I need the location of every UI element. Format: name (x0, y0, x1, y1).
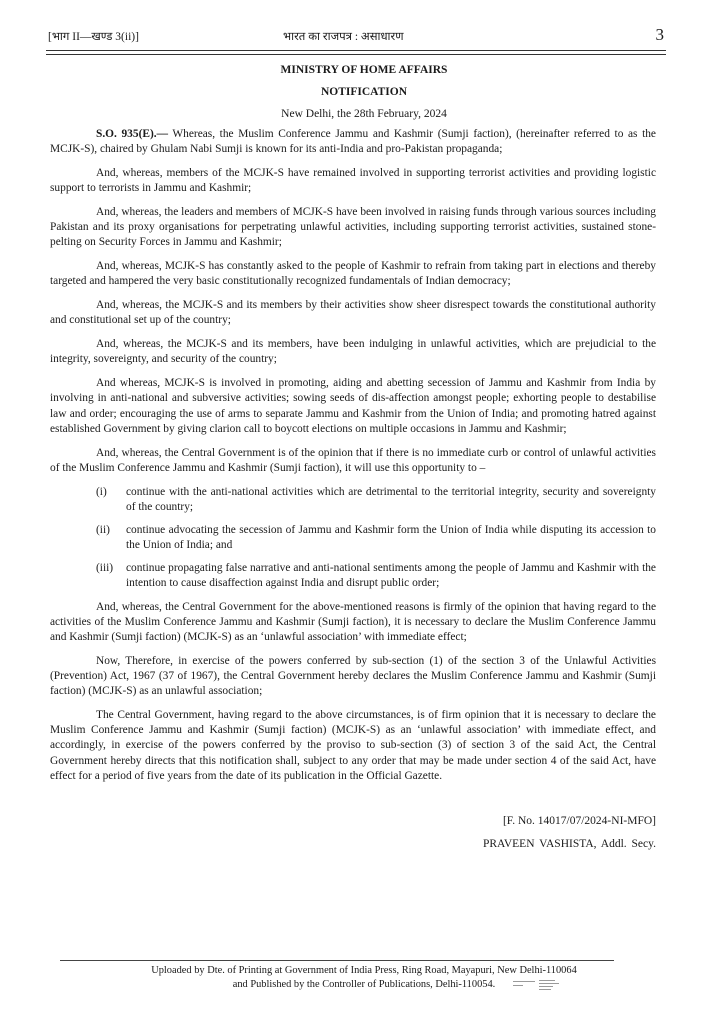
clause-item (50, 485, 656, 515)
clause-number: (ii) (96, 523, 110, 536)
clause-item (50, 523, 656, 553)
clause-text: continue propagating false narrative and anti-national sentiments among the people of Jammu and Kashmir with the intention to cause disaffection against India and disrupt public order; (126, 561, 656, 589)
dateline: New Delhi, the 28th February, 2024 (281, 108, 447, 120)
clause-number: (iii) (96, 561, 114, 574)
so-number: S.O. 935(E).— (96, 128, 168, 140)
signature-mark (513, 985, 523, 986)
signatory: PRAVEEN VASHISTA, Addl. Secy. (482, 838, 656, 850)
digital-signature-stamp (513, 979, 573, 991)
paragraph: And, whereas, the MCJK-S and its members, have been indulging in unlawful activities, which are prejudicial to the integrity, sovereignty, and security of the country; (50, 338, 656, 366)
page-number: 3 (655, 25, 664, 44)
footer-divider (60, 960, 614, 961)
paragraph-text: Whereas, the Muslim Conference Jammu and Kashmir (Sumji faction), (hereinafter referred to as the MCJK-S), chaired by Ghulam Nabi Sumji is known for its anti-India and pro-Pakistan propaganda; (50, 128, 656, 156)
ministry-title: MINISTRY OF HOME AFFAIRS (280, 64, 448, 76)
signature-mark (539, 983, 559, 984)
signature-mark (539, 986, 553, 987)
paragraph: And whereas, MCJK-S is involved in promoting, aiding and abetting secession of Jammu and Kashmir from India by involving in anti-national and subversive activities; sowing seeds of dis-affection amongst people; exhorting people to destabilise law and order; encouraging the use of arms to separate Jammu and Kashmir from the Union of India; and promoting hatred against established Government by giving clarion call to boycott elections on multiple occasions in Jammu and Kashmir; (50, 377, 656, 435)
clause-text: continue with the anti-national activities which are detrimental to the territorial integrity, security and sovereignty of the country; (126, 485, 656, 513)
paragraph: And, whereas, members of the MCJK-S have remained involved in supporting terrorist activities and providing logistic support to terrorists in Jammu and Kashmir; (50, 167, 656, 195)
paragraph: And, whereas, the leaders and members of MCJK-S have been involved in raising funds through various sources including Pakistan and its proxy organisations for perpetrating unlawful activities, including supporting terrorist activities, sustained stone-pelting on Security Forces in Jammu and Kashmir; (50, 206, 656, 249)
paragraph: And, whereas, the Central Government for the above-mentioned reasons is firmly of the opinion that having regard to the activities of the Muslim Conference Jammu and Kashmir (Sumji faction), it is necessary to declare the Muslim Conference Jammu and Kashmir (Sumji faction) (MCJK-S) as an ‘unlawful association’ with immediate effect; (50, 600, 656, 644)
file-number: [F. No. 14017/07/2024-NI-MFO] (502, 815, 656, 827)
signature-mark (539, 980, 555, 981)
gazette-title: भारत का राजपत्र : असाधारण (283, 31, 404, 43)
clause-number: (i) (96, 485, 107, 498)
gazette-section: [भाग II—खण्ड 3(ii)] (48, 31, 139, 43)
gazette-header (48, 25, 664, 45)
footer-line-1: Uploaded by Dte. of Printing at Government of India Press, Ring Road, Mayapuri, New Delhi-110064 (151, 965, 577, 976)
paragraph: And, whereas, MCJK-S has constantly asked to the people of Kashmir to refrain from taking part in elections and thereby targeted and hampered the very basic constitutionally recognized fundamentals of Indian democracy; (50, 260, 656, 288)
notification-body (50, 127, 656, 793)
clause-list (50, 485, 656, 591)
paragraph: Now, Therefore, in exercise of the powers conferred by sub-section (1) of the section 3 of the Unlawful Activities (Prevention) Act, 1967 (37 of 1967), the Central Government hereby declares the Muslim Conference Jammu and Kashmir (Sumji faction) (MCJK-S) as an unlawful association; (50, 654, 656, 698)
publication-footer (0, 964, 728, 992)
footer-line-2: and Published by the Controller of Publications, Delhi-110054. (232, 979, 496, 990)
paragraph: And, whereas, the MCJK-S and its members by their activities show sheer disrespect towards the constitutional authority and constitutional set up of the country; (50, 299, 656, 327)
paragraph: And, whereas, the Central Government is of the opinion that if there is no immediate curb or control of unlawful activities of the Muslim Conference Jammu and Kashmir (Sumji faction), it will use this opportunity to – (50, 446, 656, 474)
clause-item (50, 561, 656, 591)
clause-text: continue advocating the secession of Jammu and Kashmir form the Union of India while disputing its accession to the Union of India; and (126, 523, 656, 551)
signature-mark (539, 989, 551, 990)
paragraph (50, 127, 656, 157)
notification-title: NOTIFICATION (320, 86, 408, 98)
header-divider (46, 50, 666, 55)
paragraph: The Central Government, having regard to the above circumstances, is of firm opinion that it is necessary to declare the Muslim Conference Jammu and Kashmir (Sumji faction) (MCJK-S) as an ‘unlawful association’ with immediate effect, and accordingly, in exercise of the powers conferred by the proviso to sub-section (3) of section 3 of the said Act, the Central Government hereby directs that this notification shall, subject to any order that may be made under section 4 of the said Act, have effect for a period of five years from the date of its publication in the Official Gazette. (50, 709, 656, 782)
signature-mark (513, 981, 535, 982)
